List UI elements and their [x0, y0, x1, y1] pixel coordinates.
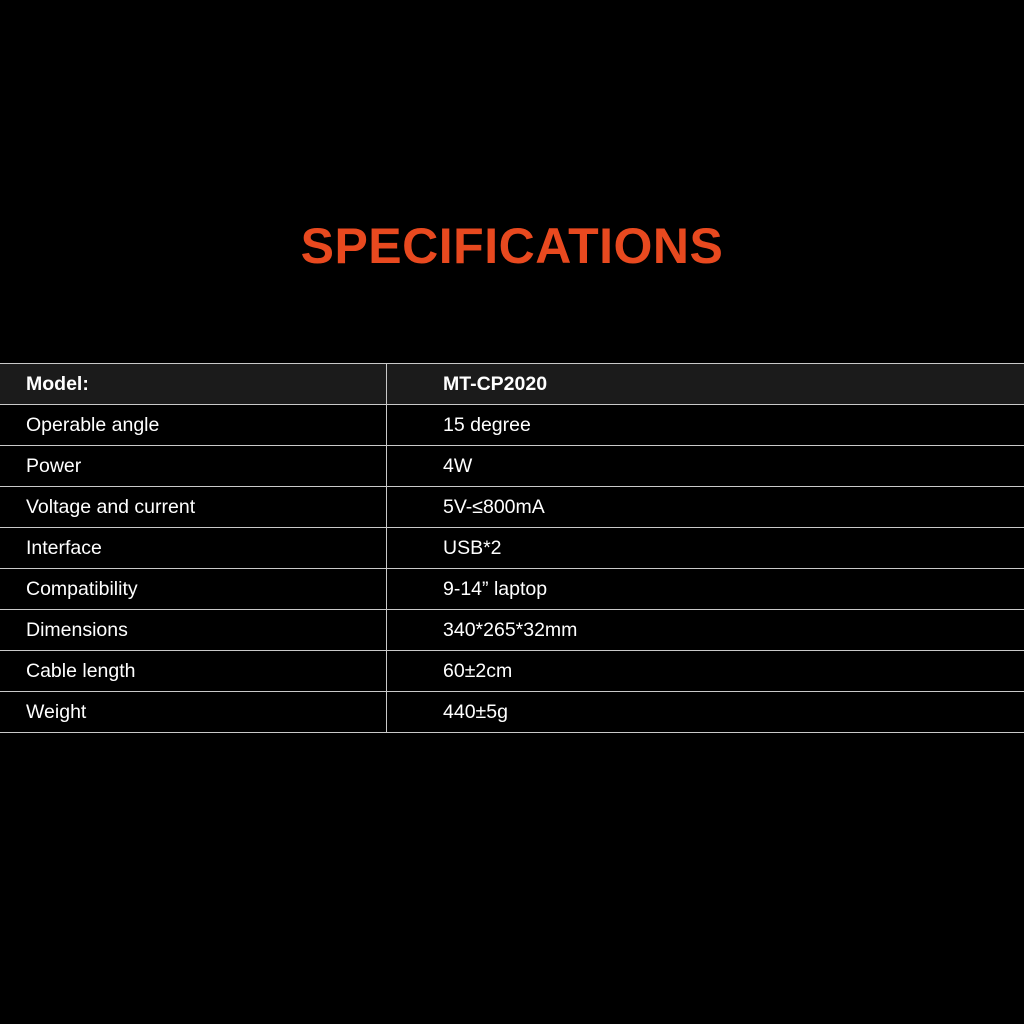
table-row	[0, 364, 1024, 405]
spec-label: Voltage and current	[0, 487, 387, 528]
page-title: SPECIFICATIONS	[300, 218, 724, 274]
spec-value: USB*2	[387, 528, 1024, 569]
table-row	[0, 651, 1024, 692]
table-row	[0, 569, 1024, 610]
spec-label: Model:	[0, 364, 387, 405]
spec-label: Interface	[0, 528, 387, 569]
spec-value: 4W	[387, 446, 1024, 487]
spec-value: 440±5g	[387, 692, 1024, 733]
table-row	[0, 692, 1024, 733]
spec-label: Compatibility	[0, 569, 387, 610]
spec-value: 15 degree	[387, 405, 1024, 446]
spec-value: 60±2cm	[387, 651, 1024, 692]
table-row	[0, 610, 1024, 651]
table-row	[0, 528, 1024, 569]
spec-label: Operable angle	[0, 405, 387, 446]
table-row	[0, 446, 1024, 487]
specifications-table	[0, 363, 1024, 733]
table-row	[0, 405, 1024, 446]
spec-value: 5V-≤800mA	[387, 487, 1024, 528]
spec-label: Power	[0, 446, 387, 487]
table-row	[0, 487, 1024, 528]
spec-label: Weight	[0, 692, 387, 733]
spec-label: Dimensions	[0, 610, 387, 651]
spec-value: 9-14” laptop	[387, 569, 1024, 610]
spec-label: Cable length	[0, 651, 387, 692]
spec-value: 340*265*32mm	[387, 610, 1024, 651]
spec-value: MT-CP2020	[387, 364, 1024, 405]
